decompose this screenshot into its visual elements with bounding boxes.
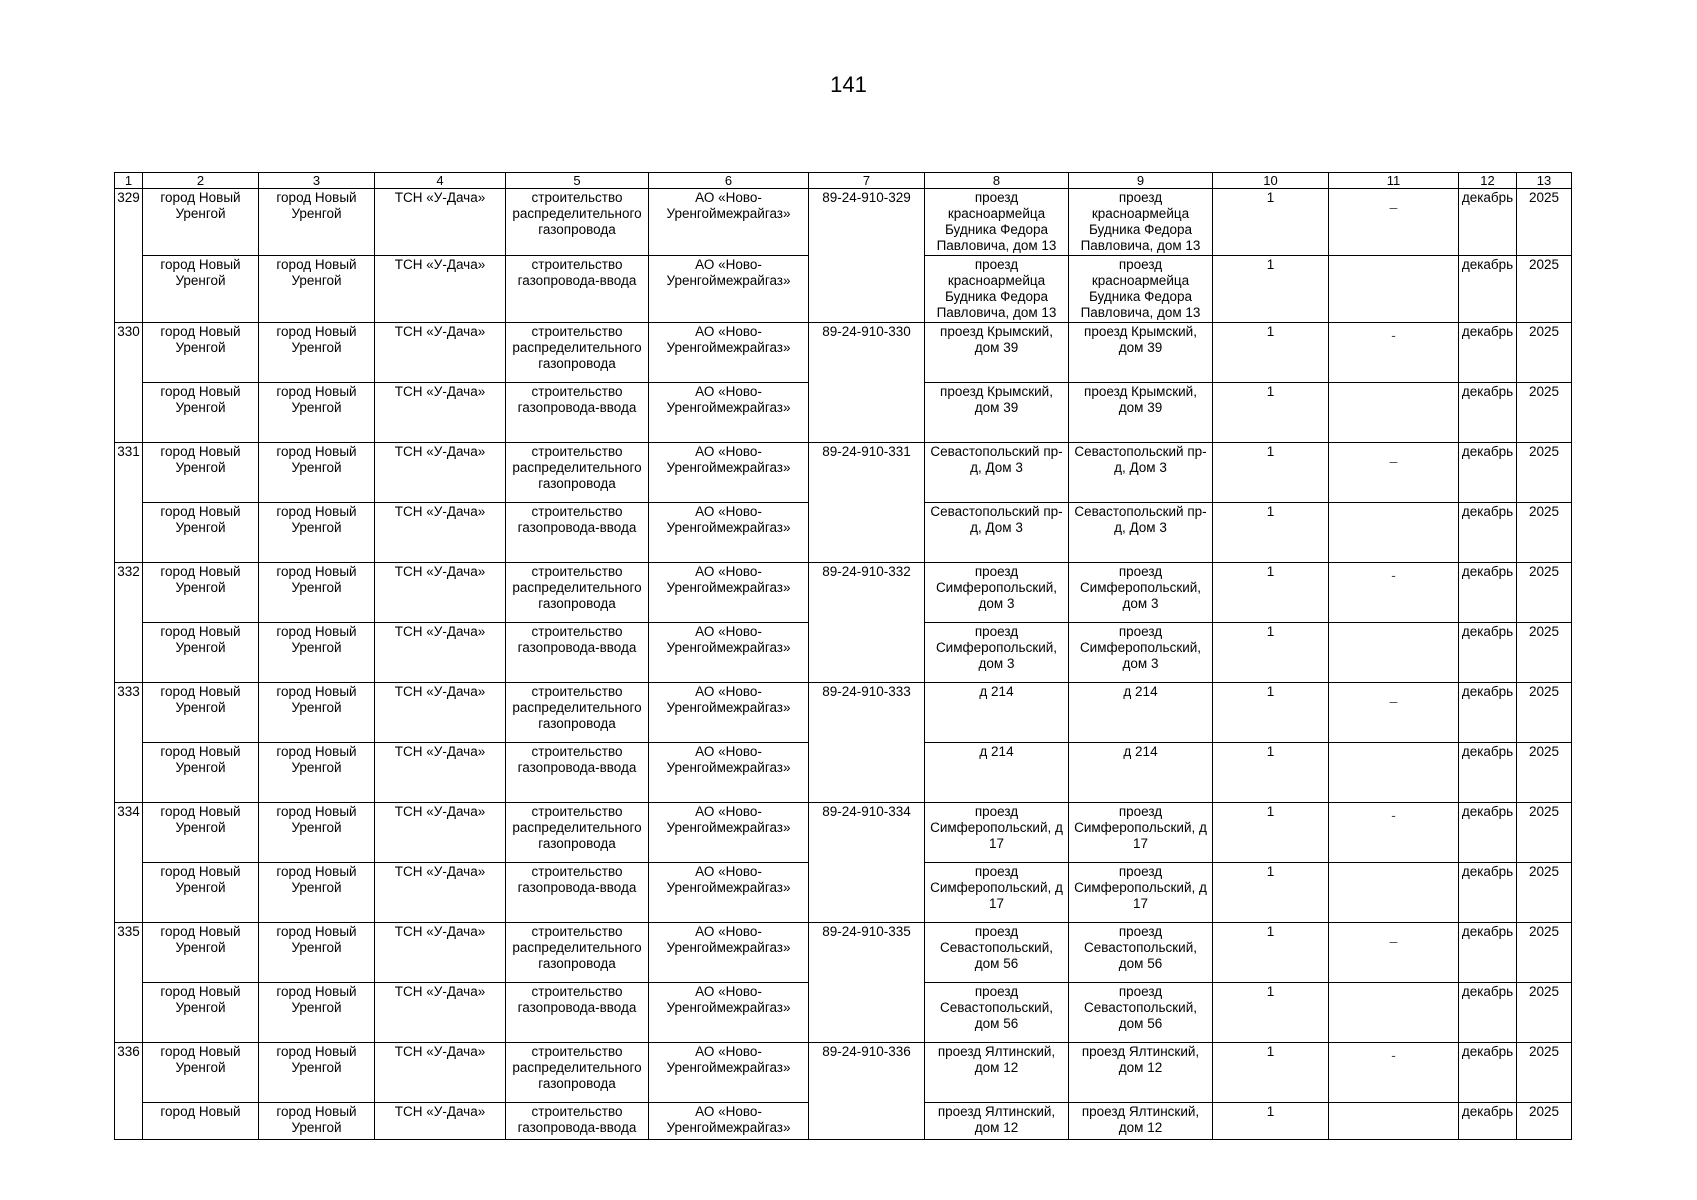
object-cell: ТСН «У-Дача» (375, 863, 506, 923)
municipality-cell: город Новый Уренгой (143, 323, 259, 383)
object-code-cell: 89-24-910-335 (809, 923, 925, 1043)
note-mark: _ (1389, 688, 1398, 703)
settlement-cell: город Новый Уренгой (259, 443, 375, 503)
month-cell: декабрь (1459, 443, 1517, 503)
object-cell: ТСН «У-Дача» (375, 803, 506, 863)
object-cell: ТСН «У-Дача» (375, 443, 506, 503)
municipality-cell: город Новый Уренгой (143, 383, 259, 443)
municipality-cell: город Новый Уренгой (143, 503, 259, 563)
municipality-cell: город Новый Уренгой (143, 863, 259, 923)
table-row (115, 443, 1572, 503)
row-number-cell: 336 (115, 1043, 143, 1140)
organization-cell: АО «Ново-Уренгоймежрайгаз» (649, 443, 809, 503)
object-cell: ТСН «У-Дача» (375, 189, 506, 256)
work-type-cell: строительство распределительного газопровода (506, 563, 649, 623)
note-cell (1329, 1043, 1459, 1103)
object-cell: ТСН «У-Дача» (375, 923, 506, 983)
object-code-cell: 89-24-910-331 (809, 443, 925, 563)
month-cell: декабрь (1459, 863, 1517, 923)
object-cell: ТСН «У-Дача» (375, 323, 506, 383)
organization-cell: АО «Ново-Уренгоймежрайгаз» (649, 803, 809, 863)
municipality-cell: город Новый Уренгой (143, 1043, 259, 1103)
quantity-cell: 1 (1213, 256, 1329, 323)
note-cell (1329, 683, 1459, 743)
note-cell (1329, 443, 1459, 503)
settlement-cell: город Новый Уренгой (259, 1103, 375, 1140)
note-cell (1329, 743, 1459, 803)
quantity-cell: 1 (1213, 623, 1329, 683)
note-mark: - (1391, 1048, 1396, 1063)
quantity-cell: 1 (1213, 803, 1329, 863)
settlement-cell: город Новый Уренгой (259, 923, 375, 983)
object-cell: ТСН «У-Дача» (375, 383, 506, 443)
column-header: 8 (925, 173, 1069, 189)
work-type-cell: строительство распределительного газопровода (506, 189, 649, 256)
connection-address-cell: проезд Ялтинский, дом 12 (1069, 1103, 1213, 1140)
settlement-cell: город Новый Уренгой (259, 683, 375, 743)
settlement-cell: город Новый Уренгой (259, 803, 375, 863)
month-cell: декабрь (1459, 323, 1517, 383)
work-type-cell: строительство распределительного газопровода (506, 443, 649, 503)
note-cell (1329, 383, 1459, 443)
address-cell: Севастопольский пр-д, Дом 3 (925, 443, 1069, 503)
column-header: 7 (809, 173, 925, 189)
organization-cell: АО «Ново-Уренгоймежрайгаз» (649, 503, 809, 563)
connection-address-cell: д 214 (1069, 743, 1213, 803)
column-header: 3 (259, 173, 375, 189)
year-cell: 2025 (1517, 803, 1572, 863)
year-cell: 2025 (1517, 189, 1572, 256)
municipality-cell: город Новый Уренгой (143, 983, 259, 1043)
year-cell: 2025 (1517, 1043, 1572, 1103)
address-cell: проезд Симферопольский, д 17 (925, 803, 1069, 863)
table-row (115, 803, 1572, 863)
organization-cell: АО «Ново-Уренгоймежрайгаз» (649, 983, 809, 1043)
header-row (115, 173, 1572, 189)
address-cell: проезд красноармейца Будника Федора Павловича, дом 13 (925, 189, 1069, 256)
year-cell: 2025 (1517, 983, 1572, 1043)
connection-address-cell: проезд Симферопольский, д 17 (1069, 803, 1213, 863)
table-body (115, 189, 1572, 1140)
column-header: 2 (143, 173, 259, 189)
note-cell (1329, 256, 1459, 323)
object-code-cell: 89-24-910-332 (809, 563, 925, 683)
note-cell (1329, 923, 1459, 983)
column-header: 12 (1459, 173, 1517, 189)
note-mark: - (1391, 328, 1396, 343)
table-row (115, 923, 1572, 983)
page-number: 141 (830, 72, 867, 97)
address-cell: проезд Крымский, дом 39 (925, 383, 1069, 443)
year-cell: 2025 (1517, 623, 1572, 683)
municipality-cell: город Новый Уренгой (143, 623, 259, 683)
quantity-cell: 1 (1213, 503, 1329, 563)
quantity-cell: 1 (1213, 563, 1329, 623)
quantity-cell: 1 (1213, 323, 1329, 383)
organization-cell: АО «Ново-Уренгоймежрайгаз» (649, 189, 809, 256)
quantity-cell: 1 (1213, 983, 1329, 1043)
table-row (115, 1043, 1572, 1103)
row-number-cell: 330 (115, 323, 143, 443)
month-cell: декабрь (1459, 983, 1517, 1043)
year-cell: 2025 (1517, 256, 1572, 323)
address-cell: проезд Ялтинский, дом 12 (925, 1043, 1069, 1103)
settlement-cell: город Новый Уренгой (259, 743, 375, 803)
municipality-cell: город Новый Уренгой (143, 923, 259, 983)
municipality-cell: город Новый Уренгой (143, 443, 259, 503)
quantity-cell: 1 (1213, 383, 1329, 443)
connection-address-cell: проезд Севастопольский, дом 56 (1069, 923, 1213, 983)
address-cell: проезд Севастопольский, дом 56 (925, 983, 1069, 1043)
year-cell: 2025 (1517, 743, 1572, 803)
address-cell: д 214 (925, 743, 1069, 803)
year-cell: 2025 (1517, 683, 1572, 743)
object-code-cell: 89-24-910-330 (809, 323, 925, 443)
organization-cell: АО «Ново-Уренгоймежрайгаз» (649, 863, 809, 923)
note-mark: _ (1389, 928, 1398, 943)
municipality-cell: город Новый Уренгой (143, 683, 259, 743)
address-cell: д 214 (925, 683, 1069, 743)
work-type-cell: строительство газопровода-ввода (506, 256, 649, 323)
month-cell: декабрь (1459, 503, 1517, 563)
work-type-cell: строительство газопровода-ввода (506, 983, 649, 1043)
note-cell (1329, 863, 1459, 923)
address-cell: проезд Симферопольский, д 17 (925, 863, 1069, 923)
work-type-cell: строительство газопровода-ввода (506, 383, 649, 443)
month-cell: декабрь (1459, 803, 1517, 863)
row-number-cell: 332 (115, 563, 143, 683)
work-type-cell: строительство распределительного газопровода (506, 1043, 649, 1103)
note-cell (1329, 623, 1459, 683)
settlement-cell: город Новый Уренгой (259, 1043, 375, 1103)
connection-address-cell: проезд Симферопольский, дом 3 (1069, 563, 1213, 623)
note-mark: - (1391, 808, 1396, 823)
connection-address-cell: проезд Симферопольский, дом 3 (1069, 623, 1213, 683)
year-cell: 2025 (1517, 863, 1572, 923)
organization-cell: АО «Ново-Уренгоймежрайгаз» (649, 383, 809, 443)
row-number-cell: 334 (115, 803, 143, 923)
month-cell: декабрь (1459, 923, 1517, 983)
organization-cell: АО «Ново-Уренгоймежрайгаз» (649, 623, 809, 683)
year-cell: 2025 (1517, 923, 1572, 983)
settlement-cell: город Новый Уренгой (259, 563, 375, 623)
table-row (115, 563, 1572, 623)
organization-cell: АО «Ново-Уренгоймежрайгаз» (649, 923, 809, 983)
quantity-cell: 1 (1213, 743, 1329, 803)
year-cell: 2025 (1517, 563, 1572, 623)
quantity-cell: 1 (1213, 923, 1329, 983)
work-type-cell: строительство распределительного газопровода (506, 683, 649, 743)
connection-address-cell: проезд Крымский, дом 39 (1069, 383, 1213, 443)
column-header: 1 (115, 173, 143, 189)
settlement-cell: город Новый Уренгой (259, 256, 375, 323)
object-cell: ТСН «У-Дача» (375, 256, 506, 323)
work-type-cell: строительство распределительного газопровода (506, 803, 649, 863)
column-header: 4 (375, 173, 506, 189)
month-cell: декабрь (1459, 743, 1517, 803)
note-mark: _ (1389, 194, 1398, 209)
object-cell: ТСН «У-Дача» (375, 743, 506, 803)
address-cell: проезд Симферопольский, дом 3 (925, 623, 1069, 683)
year-cell: 2025 (1517, 383, 1572, 443)
note-cell (1329, 503, 1459, 563)
work-type-cell: строительство газопровода-ввода (506, 503, 649, 563)
column-header: 6 (649, 173, 809, 189)
note-mark: _ (1389, 448, 1398, 463)
settlement-cell: город Новый Уренгой (259, 503, 375, 563)
organization-cell: АО «Ново-Уренгоймежрайгаз» (649, 563, 809, 623)
connection-address-cell: Севастопольский пр-д, Дом 3 (1069, 503, 1213, 563)
row-number-cell: 335 (115, 923, 143, 1043)
settlement-cell: город Новый Уренгой (259, 323, 375, 383)
settlement-cell: город Новый Уренгой (259, 863, 375, 923)
quantity-cell: 1 (1213, 1043, 1329, 1103)
object-cell: ТСН «У-Дача» (375, 683, 506, 743)
note-mark: - (1391, 568, 1396, 583)
organization-cell: АО «Ново-Уренгоймежрайгаз» (649, 743, 809, 803)
quantity-cell: 1 (1213, 189, 1329, 256)
connection-address-cell: проезд Севастопольский, дом 56 (1069, 983, 1213, 1043)
month-cell: декабрь (1459, 1103, 1517, 1140)
note-cell (1329, 189, 1459, 256)
quantity-cell: 1 (1213, 863, 1329, 923)
connection-address-cell: проезд Симферопольский, д 17 (1069, 863, 1213, 923)
data-table (114, 172, 1572, 1140)
object-code-cell: 89-24-910-336 (809, 1043, 925, 1140)
settlement-cell: город Новый Уренгой (259, 383, 375, 443)
object-cell: ТСН «У-Дача» (375, 1043, 506, 1103)
connection-address-cell: проезд красноармейца Будника Федора Павловича, дом 13 (1069, 189, 1213, 256)
connection-address-cell: проезд Крымский, дом 39 (1069, 323, 1213, 383)
quantity-cell: 1 (1213, 683, 1329, 743)
municipality-cell: город Новый Уренгой (143, 743, 259, 803)
column-header: 9 (1069, 173, 1213, 189)
municipality-cell: город Новый (143, 1103, 259, 1140)
address-cell: проезд Симферопольский, дом 3 (925, 563, 1069, 623)
column-header: 5 (506, 173, 649, 189)
object-code-cell: 89-24-910-329 (809, 189, 925, 323)
object-cell: ТСН «У-Дача» (375, 1103, 506, 1140)
connection-address-cell: проезд красноармейца Будника Федора Павловича, дом 13 (1069, 256, 1213, 323)
object-code-cell: 89-24-910-333 (809, 683, 925, 803)
work-type-cell: строительство газопровода-ввода (506, 623, 649, 683)
object-cell: ТСН «У-Дача» (375, 563, 506, 623)
row-number-cell: 329 (115, 189, 143, 323)
address-cell: Севастопольский пр-д, Дом 3 (925, 503, 1069, 563)
month-cell: декабрь (1459, 256, 1517, 323)
municipality-cell: город Новый Уренгой (143, 256, 259, 323)
object-cell: ТСН «У-Дача» (375, 503, 506, 563)
address-cell: проезд красноармейца Будника Федора Павловича, дом 13 (925, 256, 1069, 323)
work-type-cell: строительство газопровода-ввода (506, 743, 649, 803)
quantity-cell: 1 (1213, 443, 1329, 503)
work-type-cell: строительство газопровода-ввода (506, 1103, 649, 1140)
month-cell: декабрь (1459, 383, 1517, 443)
connection-address-cell: Севастопольский пр-д, Дом 3 (1069, 443, 1213, 503)
note-cell (1329, 563, 1459, 623)
object-cell: ТСН «У-Дача» (375, 623, 506, 683)
municipality-cell: город Новый Уренгой (143, 189, 259, 256)
table-row (115, 323, 1572, 383)
municipality-cell: город Новый Уренгой (143, 563, 259, 623)
settlement-cell: город Новый Уренгой (259, 983, 375, 1043)
note-cell (1329, 983, 1459, 1043)
settlement-cell: город Новый Уренгой (259, 623, 375, 683)
month-cell: декабрь (1459, 683, 1517, 743)
address-cell: проезд Ялтинский, дом 12 (925, 1103, 1069, 1140)
row-number-cell: 333 (115, 683, 143, 803)
month-cell: декабрь (1459, 623, 1517, 683)
connection-address-cell: д 214 (1069, 683, 1213, 743)
object-cell: ТСН «У-Дача» (375, 983, 506, 1043)
organization-cell: АО «Ново-Уренгоймежрайгаз» (649, 683, 809, 743)
month-cell: декабрь (1459, 563, 1517, 623)
column-header: 11 (1329, 173, 1459, 189)
organization-cell: АО «Ново-Уренгоймежрайгаз» (649, 1103, 809, 1140)
year-cell: 2025 (1517, 1103, 1572, 1140)
column-header: 13 (1517, 173, 1572, 189)
note-cell (1329, 1103, 1459, 1140)
address-cell: проезд Крымский, дом 39 (925, 323, 1069, 383)
address-cell: проезд Севастопольский, дом 56 (925, 923, 1069, 983)
municipality-cell: город Новый Уренгой (143, 803, 259, 863)
year-cell: 2025 (1517, 503, 1572, 563)
settlement-cell: город Новый Уренгой (259, 189, 375, 256)
row-number-cell: 331 (115, 443, 143, 563)
note-cell (1329, 803, 1459, 863)
note-cell (1329, 323, 1459, 383)
month-cell: декабрь (1459, 189, 1517, 256)
table-row (115, 683, 1572, 743)
work-type-cell: строительство распределительного газопровода (506, 923, 649, 983)
connection-address-cell: проезд Ялтинский, дом 12 (1069, 1043, 1213, 1103)
month-cell: декабрь (1459, 1043, 1517, 1103)
table-row (115, 189, 1572, 256)
organization-cell: АО «Ново-Уренгоймежрайгаз» (649, 323, 809, 383)
column-header: 10 (1213, 173, 1329, 189)
organization-cell: АО «Ново-Уренгоймежрайгаз» (649, 256, 809, 323)
quantity-cell: 1 (1213, 1103, 1329, 1140)
work-type-cell: строительство распределительного газопровода (506, 323, 649, 383)
year-cell: 2025 (1517, 443, 1572, 503)
year-cell: 2025 (1517, 323, 1572, 383)
organization-cell: АО «Ново-Уренгоймежрайгаз» (649, 1043, 809, 1103)
work-type-cell: строительство газопровода-ввода (506, 863, 649, 923)
object-code-cell: 89-24-910-334 (809, 803, 925, 923)
